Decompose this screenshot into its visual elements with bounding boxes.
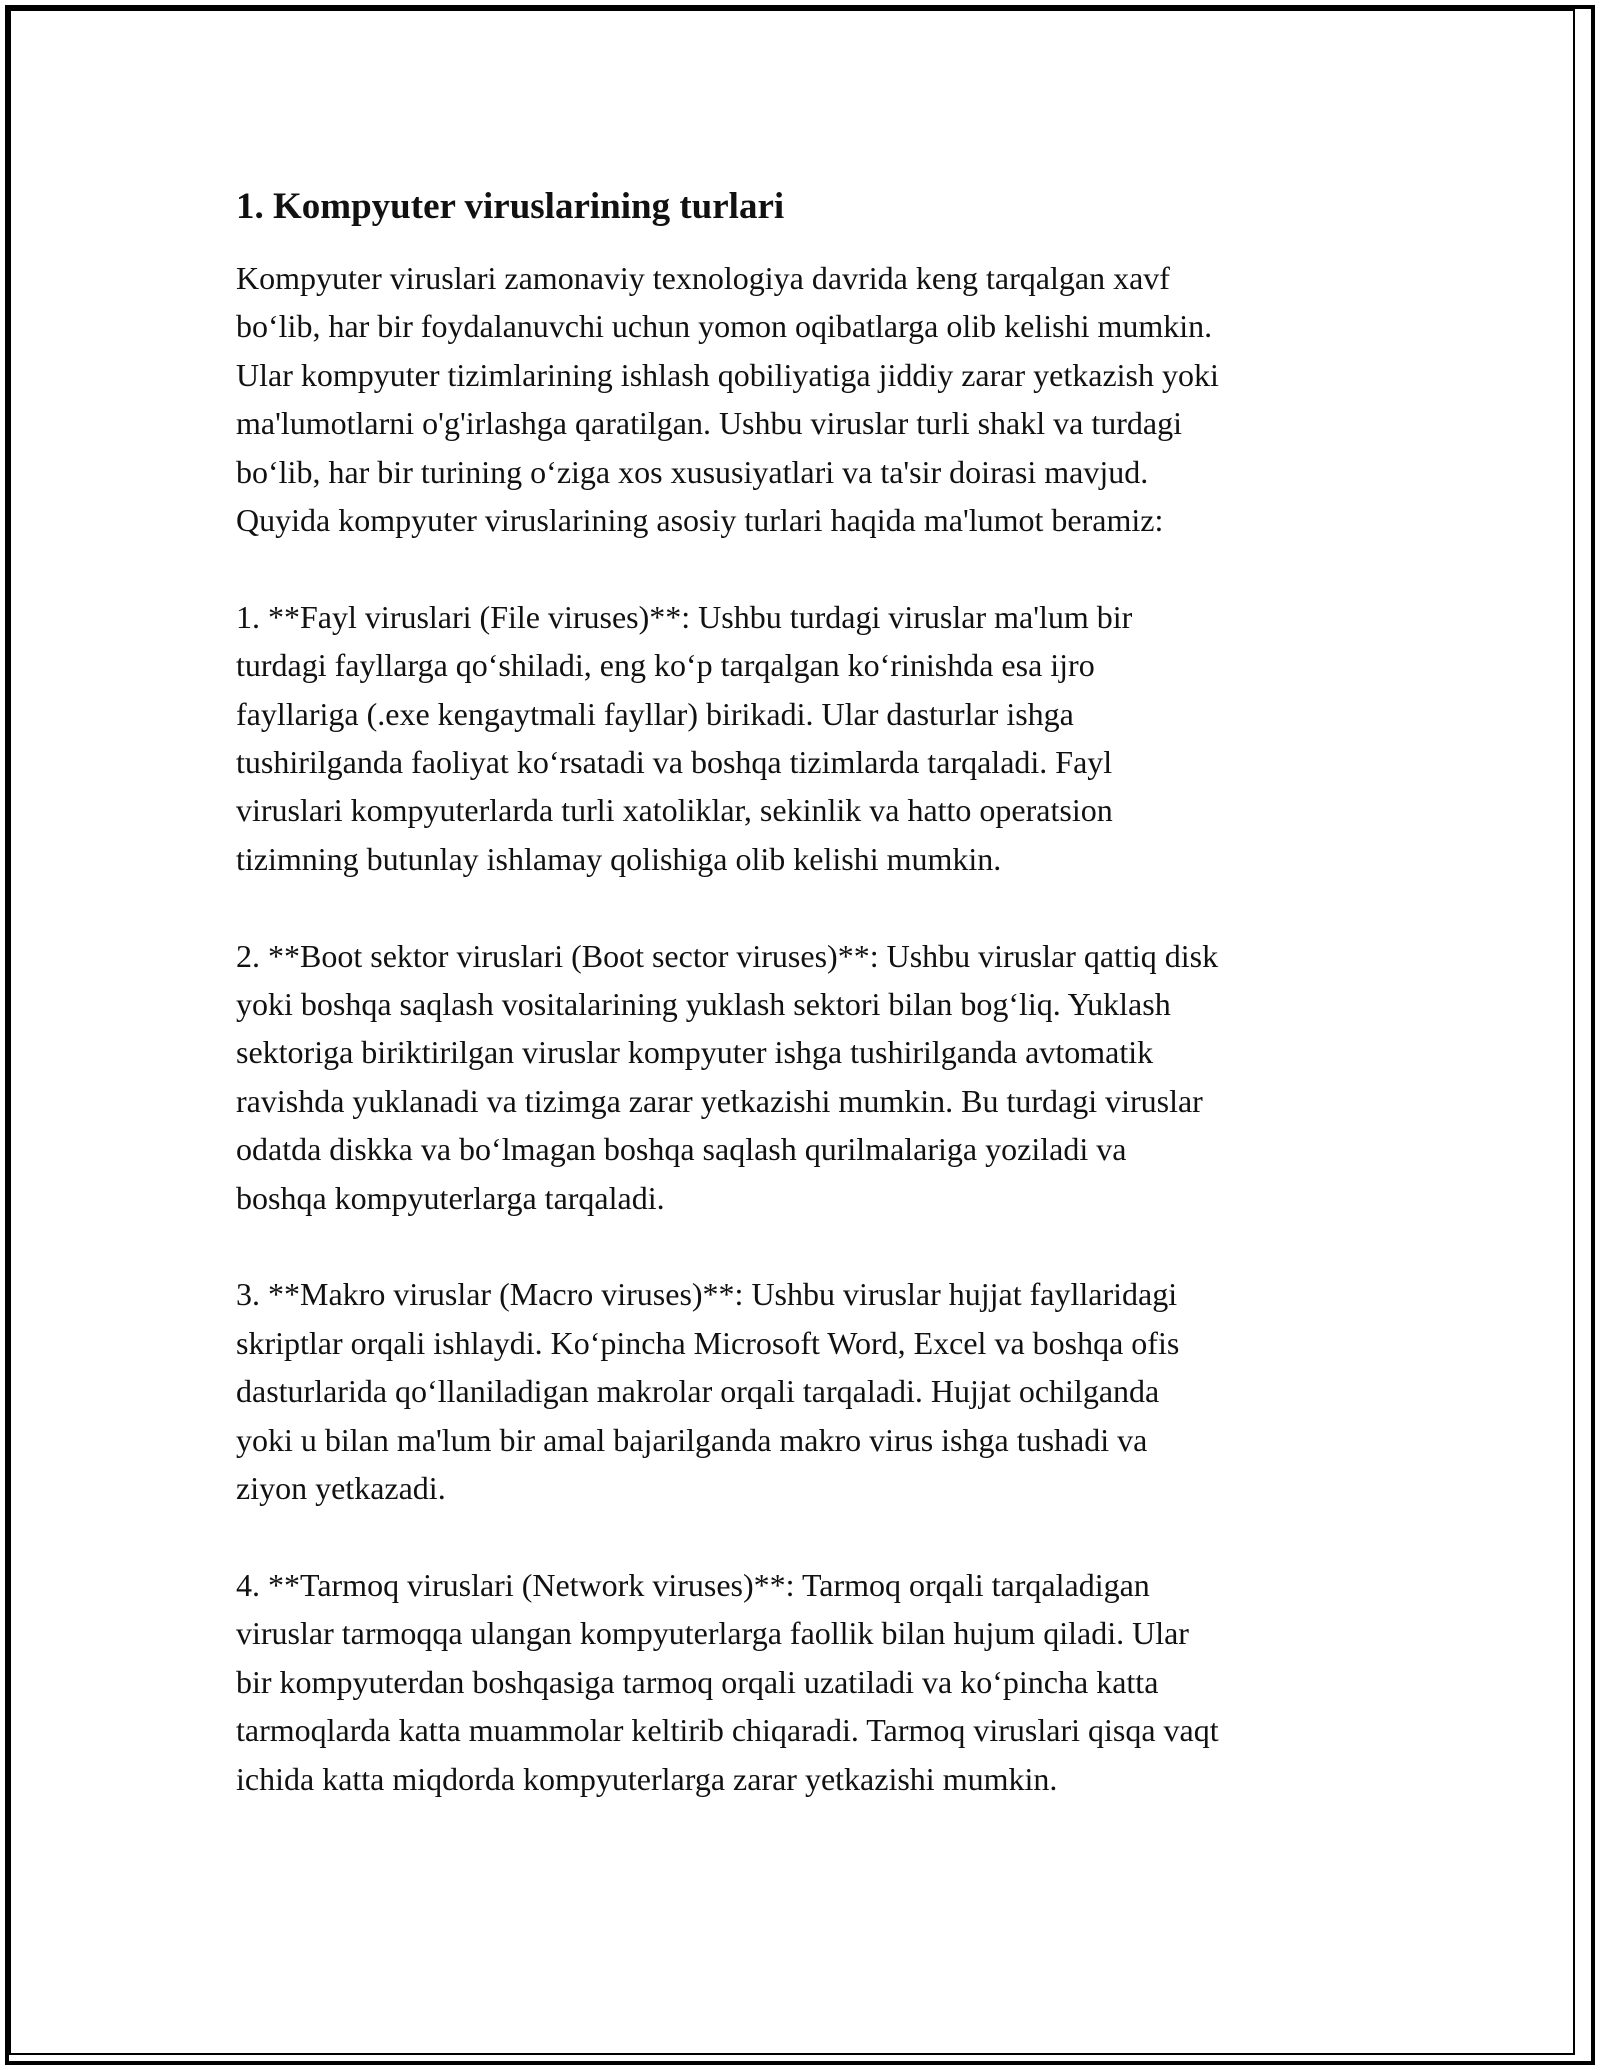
text-line: bir kompyuterdan boshqasiga tarmoq orqali uzatiladi va ko‘pincha katta bbox=[236, 1663, 1159, 1700]
document-title: 1. Kompyuter viruslarining turlari bbox=[236, 186, 785, 227]
document-body bbox=[236, 184, 1386, 1851]
text-line: tarmoqlarda katta muammolar keltirib chiqaradi. Tarmoq viruslari qisqa vaqt bbox=[236, 1712, 1219, 1749]
text-line: viruslar tarmoqqa ulangan kompyuterlarga faollik bilan hujum qiladi. Ular bbox=[236, 1615, 1189, 1652]
text-line: boshqa kompyuterlarga tarqaladi. bbox=[236, 1179, 665, 1216]
text-line: odatda diskka va bo‘lmagan boshqa saqlash qurilmalariga yoziladi va bbox=[236, 1131, 1127, 1168]
paragraph-boot-sector-viruses bbox=[236, 932, 1386, 1222]
text-line: dasturlarida qo‘llaniladigan makrolar orqali tarqaladi. Hujjat ochilganda bbox=[236, 1373, 1160, 1410]
text-line: bo‘lib, har bir foydalanuvchi uchun yomon oqibatlarga olib kelishi mumkin. bbox=[236, 308, 1213, 345]
text-line: tushirilganda faoliyat ko‘rsatadi va boshqa tizimlarda tarqaladi. Fayl bbox=[236, 744, 1113, 781]
text-line: 1. **Fayl viruslari (File viruses)**: Ushbu turdagi viruslar ma'lum bir bbox=[236, 598, 1133, 635]
text-line: Quyida kompyuter viruslarining asosiy turlari haqida ma'lumot beramiz: bbox=[236, 502, 1164, 539]
text-line: sektoriga biriktirilgan viruslar kompyuter ishga tushirilganda avtomatik bbox=[236, 1034, 1154, 1071]
paragraph-file-viruses bbox=[236, 593, 1386, 883]
text-line: yoki boshqa saqlash vositalarining yuklash sektori bilan bog‘liq. Yuklash bbox=[236, 986, 1171, 1023]
text-line: ravishda yuklanadi va tizimga zarar yetkazishi mumkin. Bu turdagi viruslar bbox=[236, 1082, 1203, 1119]
text-line: skriptlar orqali ishlaydi. Ko‘pincha Microsoft Word, Excel va boshqa ofis bbox=[236, 1324, 1180, 1361]
text-line: turdagi fayllarga qo‘shiladi, eng ko‘p tarqalgan ko‘rinishda esa ijro bbox=[236, 647, 1095, 684]
text-line: ichida katta miqdorda kompyuterlarga zarar yetkazishi mumkin. bbox=[236, 1760, 1058, 1797]
text-line: Kompyuter viruslari zamonaviy texnologiya davrida keng tarqalgan xavf bbox=[236, 260, 1170, 296]
text-line: bo‘lib, har bir turining o‘ziga xos xususiyatlari va ta'sir doirasi mavjud. bbox=[236, 453, 1149, 490]
text-line: 3. **Makro viruslar (Macro viruses)**: Ushbu viruslar hujjat fayllaridagi bbox=[236, 1276, 1178, 1313]
text-line: yoki u bilan ma'lum bir amal bajarilganda makro virus ishga tushadi va bbox=[236, 1421, 1148, 1458]
text-line: 4. **Tarmoq viruslari (Network viruses)**: Tarmoq orqali tarqaladigan bbox=[236, 1566, 1150, 1603]
text-line: ma'lumotlarni o'g'irlashga qaratilgan. Ushbu viruslar turli shakl va turdagi bbox=[236, 405, 1182, 442]
text-line: viruslari kompyuterlarda turli xatoliklar, sekinlik va hatto operatsion bbox=[236, 792, 1113, 829]
text-line: 2. **Boot sektor viruslari (Boot sector viruses)**: Ushbu viruslar qattiq disk bbox=[236, 937, 1219, 974]
text-line: fayllariga (.exe kengaytmali fayllar) birikadi. Ular dasturlar ishga bbox=[236, 695, 1074, 732]
paragraph-network-viruses bbox=[236, 1561, 1386, 1803]
text-line: ziyon yetkazadi. bbox=[236, 1470, 446, 1507]
paragraph-macro-viruses bbox=[236, 1270, 1386, 1512]
paragraph-intro bbox=[236, 254, 1386, 544]
text-line: tizimning butunlay ishlamay qolishiga olib kelishi mumkin. bbox=[236, 840, 1002, 877]
text-line: Ular kompyuter tizimlarining ishlash qobiliyatiga jiddiy zarar yetkazish yoki bbox=[236, 356, 1219, 393]
